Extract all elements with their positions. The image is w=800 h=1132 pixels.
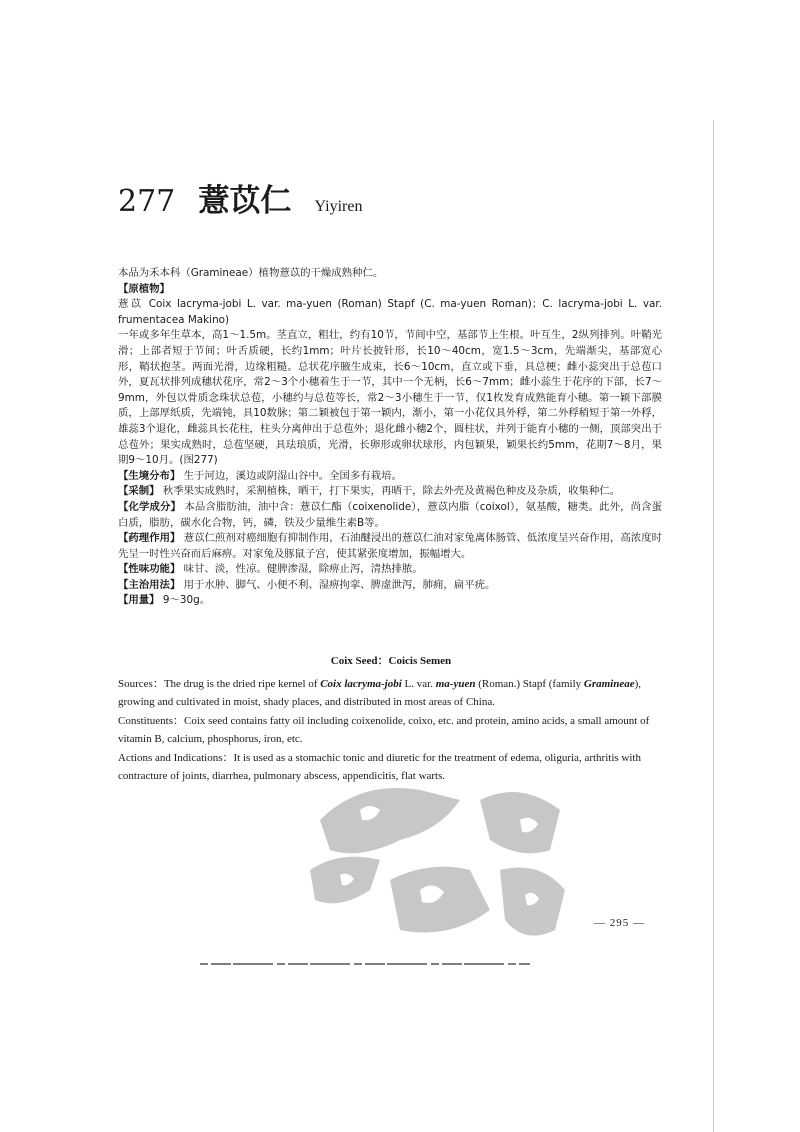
section-head-indications: 【主治用法】 [118,578,181,591]
entry-title-pinyin: Yiyiren [314,198,363,215]
section-chemistry [118,500,662,531]
section-pharmacology [118,531,662,562]
sources-text: L. var. [401,677,436,690]
section-head-properties: 【性味功能】 [118,563,181,576]
entry-title [118,175,362,220]
sources-label: Sources： [118,677,164,690]
section-head-chemistry: 【化学成分】 [118,500,181,513]
scan-artifact-line [200,962,530,966]
sources-text: (Roman.) Stapf (family [475,677,584,690]
chemistry-text: 本品含脂肪油，油中含：薏苡仁酯（coixenolide），薏苡内脂（coixol），氨基酸，糖类。此外，尚含蛋白质，脂肪，碳水化合物，钙，磷，铁及少量维生素B等。 [118,500,663,529]
section-head-dosage: 【用量】 [118,594,160,607]
section-head-pharmacology: 【药理作用】 [118,532,181,545]
section-dosage [118,593,662,609]
indications-text: 用于水肿、脚气、小便不利、湿痹拘挛、脾虚泄泻，肺痈，扁平疣。 [183,578,496,591]
sources-text: The drug is the dried ripe kernel of [163,677,321,690]
entry-number: 277 [118,184,176,219]
collection-text: 秋季果实成熟时，采割植株，晒干，打下果实，再晒干，除去外壳及黄褐色种皮及杂质，收集种仁。 [162,485,621,498]
english-title: Coix Seed：Coicis Semen [330,655,452,667]
watermark-seal [300,760,580,960]
english-actions: Actions and Indications：It is used as a stomachic tonic and diuretic for the treatment of edema, oliguria, arthritis with contracture of joints, diarrhea, pulmonary abscess, appendicitis, flat warts. [118,751,641,782]
variety-name: ma-yuen [435,677,476,690]
pharmacology-text: 薏苡仁煎剂对癌细胞有抑制作用，石油醚浸出的薏苡仁油对家兔离体肠管、低浓度呈兴奋作用，高浓度时先呈一时性兴奋而后麻痹。对家兔及豚鼠子宫，使其紧张度增加，振幅增大。 [118,532,662,560]
section-indications [118,578,662,594]
section-collection [118,484,662,500]
chinese-body [118,266,662,609]
entry-title-chinese: 薏苡仁 [198,183,292,219]
page-edge-shadow [713,120,714,1132]
plant-description: 一年或多年生草本，高1～1.5m。茎直立，粗壮，约有10节，节间中空，基部节上生根。叶互生，2纵列排列。叶鞘光滑；上部者短于节间；叶舌质硬，长约1mm；叶片长披针形，长10～40cm，宽1.5～3cm，先端渐尖，基部宽心形，鞘状抱茎。两面光滑，边缘粗糙。总状花序腋生成束，长6～10cm，直立或下垂，具总梗；雌小蕊突出于总苞口外，夏瓦状排列成穗状花序，常2～3个小穗着生于一节，其中一个无柄，长6～7mm；雌小蕊生于花序的下部，长7～9mm，外包以骨质念珠状总苞，小穗约与总苞等长，常2～3小穗生于一节，仅1枚发育成熟能育小穗。第一颖下部膜质，上部厚纸质，先端钝，具10数脉；第二颖被包于第一颖内，渐小，第一小花仅具外稃，第二外稃稍短于第一外稃，雄蕊3个退化，雌蕊具长花柱，柱头分离伸出于总苞外；退化雌小穗2个，圆柱状，并列于能育小穗的一侧，顶部突出于总苞外；果实成熟时，总苞坚硬，具珐琅质，光滑，长卵形或卵状球形，内包颖果，颖果长约5mm，花期7～8月，果期9～10月。(图277) [118,329,662,467]
sources-text: ), growing and cultivated in moist, shady places, and distributed in most areas of China. [118,677,642,708]
species-name: Coix lacryma-jobi [320,677,402,690]
family-name: Gramineae [583,677,635,690]
section-head-collection: 【采制】 [118,485,160,498]
section-head-plant: 【原植物】 [118,282,170,295]
section-properties [118,562,662,578]
section-habitat [118,469,662,485]
page-number: — 295 — [594,917,645,929]
dosage-text: 9～30g。 [162,594,211,607]
intro-text: 本品为禾本科（Gramineae）植物薏苡的干燥成熟种仁。 [118,267,384,279]
plant-species: 薏苡 Coix lacryma-jobi L. var. ma-yuen (Roman) Stapf (C. ma-yuen Roman)；C. lacryma-jobi L. var. frumentacea Makino) [118,298,662,326]
english-sources [118,675,664,712]
english-constituents: Constituents：Coix seed contains fatty oil including coixenolide, coixo, etc. and protein, amino acids, a small amount of vitamin B, calcium, phosphorus, iron, etc. [118,714,650,745]
section-head-habitat: 【生境分布】 [118,469,181,482]
properties-text: 味甘、淡，性凉。健脾渗湿，除痹止泻，清热排脓。 [183,563,423,576]
habitat-text: 生于河边，溪边或阴湿山谷中。全国多有栽培。 [183,469,402,482]
